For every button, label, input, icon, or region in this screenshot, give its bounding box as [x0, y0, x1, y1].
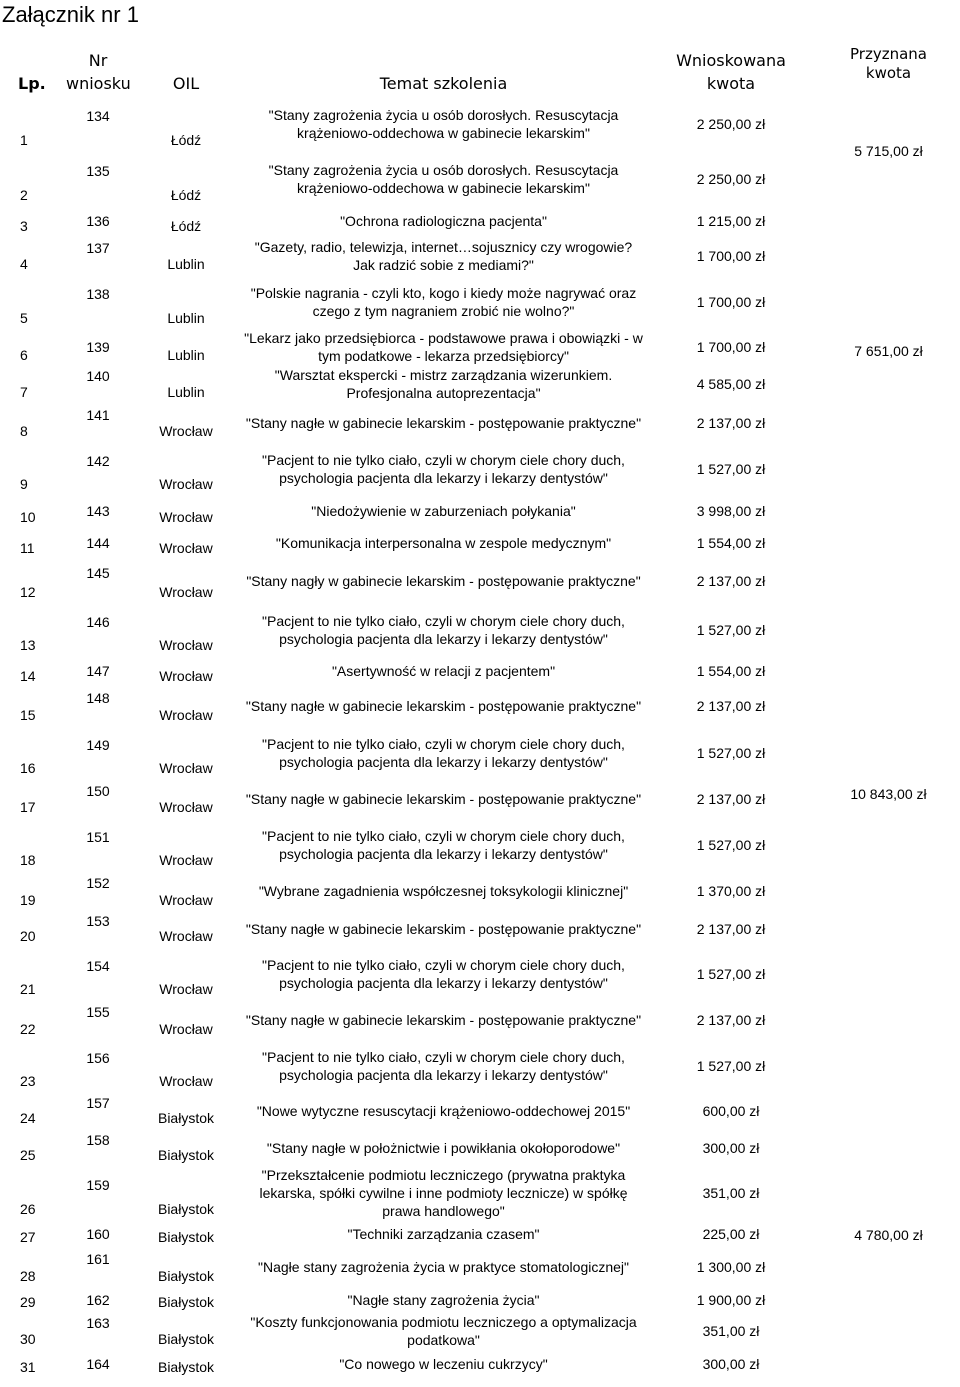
nr-cell: 158	[86, 1131, 110, 1148]
lp-cell: 12	[20, 584, 36, 600]
lp-cell: 17	[20, 799, 36, 815]
kwota-cell: 4 585,00 zł	[696, 376, 766, 392]
kwota-cell: 225,00 zł	[702, 1225, 760, 1242]
przyznana-cell: 7 651,00 zł	[854, 342, 923, 359]
lp-cell: 4	[20, 256, 28, 272]
oil-cell: Lublin	[167, 347, 205, 363]
temat-cell: "Stany nagłe w gabinecie lekarskim - postępowanie praktyczne"	[245, 414, 642, 431]
kwota-cell: 2 137,00 zł	[696, 572, 766, 589]
nr-cell: 147	[86, 663, 110, 679]
lp-cell: 28	[20, 1268, 36, 1284]
przyznana-cell: 10 843,00 zł	[850, 785, 927, 802]
temat-cell: "Nagłe stany zagrożenia życia w praktyce stomatologicznej"	[258, 1259, 629, 1275]
nr-cell: 151	[86, 828, 110, 845]
oil-cell: Łódź	[170, 218, 202, 234]
oil-cell: Łódź	[170, 132, 202, 148]
temat-cell: "Pacjent to nie tylko ciało, czyli w chorym ciele chory duch, psychologia pacjenta dla lekarzy i lekarzy dentystów"	[262, 451, 625, 486]
nr-cell: 140	[86, 368, 110, 384]
nr-cell: 137	[86, 239, 110, 256]
lp-cell: 6	[20, 347, 28, 363]
oil-cell: Lublin	[167, 256, 205, 272]
lp-cell: 9	[20, 476, 28, 492]
kwota-cell: 2 250,00 zł	[696, 170, 766, 187]
header-row	[8, 39, 960, 96]
kwota-cell: 351,00 zł	[702, 1185, 760, 1201]
kwota-cell: 1 527,00 zł	[696, 965, 766, 982]
kwota-cell: 1 527,00 zł	[696, 1058, 766, 1074]
przyznana-cell: 4 780,00 zł	[854, 1226, 923, 1243]
temat-cell: "Techniki zarządzania czasem"	[347, 1225, 540, 1242]
temat-cell: "Stany nagłe w położnictwie i powikłania okołoporodowe"	[266, 1139, 621, 1156]
kwota-cell: 1 527,00 zł	[696, 621, 766, 638]
header-nr	[66, 39, 130, 96]
temat-cell: "Pacjent to nie tylko ciało, czyli w chorym ciele chory duch, psychologia pacjenta dla lekarzy i lekarzy dentystów"	[262, 827, 625, 862]
lp-cell: 29	[20, 1294, 36, 1310]
lp-cell: 2	[20, 187, 28, 203]
temat-cell: "Stany nagłe w gabinecie lekarskim - postępowanie praktyczne"	[245, 790, 642, 807]
nr-cell: 155	[86, 1004, 110, 1020]
oil-cell: Wrocław	[159, 1073, 213, 1089]
nr-cell: 138	[86, 286, 110, 302]
header-nr-top: Nr	[88, 51, 108, 70]
kwota-cell: 1 900,00 zł	[696, 1291, 766, 1308]
header-nr-bottom: wniosku	[66, 74, 131, 93]
oil-cell: Wrocław	[159, 760, 213, 776]
oil-cell: Białystok	[157, 1359, 215, 1375]
table-row	[8, 495, 960, 527]
header-przyznana-bottom: kwota	[865, 64, 912, 82]
nr-cell: 145	[86, 564, 110, 581]
kwota-cell: 1 700,00 zł	[696, 247, 766, 264]
oil-cell: Wrocław	[159, 423, 213, 439]
nr-cell: 146	[86, 613, 110, 630]
kwota-cell: 1 700,00 zł	[696, 294, 766, 310]
kwota-cell: 1 554,00 zł	[696, 534, 766, 551]
header-przyznana	[817, 39, 960, 96]
kwota-cell: 2 137,00 zł	[696, 921, 766, 937]
temat-cell: "Polskie nagrania - czyli kto, kogo i kiedy może nagrywać oraz czego z tym nagraniem zrobić nie wolno?"	[250, 285, 637, 319]
nr-cell: 164	[86, 1355, 110, 1372]
header-lp: Lp.	[18, 74, 46, 93]
temat-cell: "Stany zagrożenia życia u osób dorosłych. Resuscytacja krążeniowo-oddechowa w gabinecie lekarskim"	[268, 106, 619, 141]
grant-table	[8, 39, 960, 1377]
lp-cell: 20	[20, 928, 36, 944]
lp-cell: 19	[20, 892, 36, 908]
nr-cell: 153	[86, 913, 110, 929]
lp-cell: 14	[20, 668, 36, 684]
oil-cell: Wrocław	[159, 981, 213, 997]
nr-cell: 142	[86, 452, 110, 469]
kwota-cell: 2 250,00 zł	[696, 115, 766, 132]
nr-cell: 134	[86, 107, 110, 124]
kwota-cell: 3 998,00 zł	[696, 503, 766, 519]
kwota-cell: 1 370,00 zł	[696, 883, 766, 899]
nr-cell: 157	[86, 1094, 110, 1111]
nr-cell: 159	[86, 1177, 110, 1193]
kwota-cell: 2 137,00 zł	[696, 1012, 766, 1028]
nr-cell: 161	[86, 1251, 110, 1267]
oil-cell: Białystok	[157, 1294, 215, 1310]
oil-cell: Wrocław	[159, 509, 213, 525]
temat-cell: "Pacjent to nie tylko ciało, czyli w chorym ciele chory duch, psychologia pacjenta dla lekarzy i lekarzy dentystów"	[262, 735, 625, 770]
lp-cell: 24	[20, 1110, 36, 1126]
temat-cell: "Przekształcenie podmiotu leczniczego (prywatna praktyka lekarska, spółki cywilne i inne podmioty lecznicze) w spółkę prawa handlowego"	[259, 1167, 628, 1219]
kwota-cell: 351,00 zł	[702, 1323, 760, 1339]
lp-cell: 27	[20, 1229, 36, 1245]
oil-cell: Wrocław	[159, 668, 213, 684]
lp-cell: 18	[20, 852, 36, 868]
lp-cell: 30	[20, 1331, 36, 1347]
lp-cell: 23	[20, 1073, 36, 1089]
lp-cell: 1	[20, 132, 28, 148]
przyznana-cell: 5 715,00 zł	[854, 143, 923, 159]
kwota-cell: 600,00 zł	[702, 1102, 760, 1119]
nr-cell: 139	[86, 339, 110, 355]
lp-cell: 26	[20, 1201, 36, 1217]
nr-cell: 156	[86, 1050, 110, 1066]
temat-cell: "Pacjent to nie tylko ciało, czyli w chorym ciele chory duch, psychologia pacjenta dla lekarzy i lekarzy dentystów"	[262, 612, 625, 647]
nr-cell: 141	[86, 406, 110, 423]
temat-cell: "Niedożywienie w zaburzeniach połykania"	[311, 503, 576, 519]
kwota-cell: 2 137,00 zł	[696, 790, 766, 807]
temat-cell: "Stany zagrożenia życia u osób dorosłych. Resuscytacja krążeniowo-oddechowa w gabinecie lekarskim"	[268, 161, 619, 196]
header-wnioskowana-bottom: kwota	[706, 74, 756, 93]
oil-cell: Białystok	[157, 1229, 215, 1245]
lp-cell: 15	[20, 707, 36, 723]
oil-cell: Łódź	[170, 187, 202, 203]
oil-cell: Białystok	[157, 1331, 215, 1347]
nr-cell: 163	[86, 1315, 110, 1331]
oil-cell: Wrocław	[159, 476, 213, 492]
temat-cell: "Nowe wytyczne resuscytacji krążeniowo-oddechowej 2015"	[256, 1102, 631, 1119]
temat-cell: "Lekarz jako przedsiębiorca - podstawowe prawa i obowiązki - w tym podatkowe - lekarza przedsiębiorcy"	[244, 330, 643, 364]
lp-cell: 22	[20, 1021, 36, 1037]
oil-cell: Białystok	[157, 1110, 215, 1126]
oil-cell: Wrocław	[159, 637, 213, 653]
temat-cell: "Nagłe stany zagrożenia życia"	[347, 1291, 540, 1308]
kwota-cell: 1 700,00 zł	[696, 339, 766, 355]
lp-cell: 25	[20, 1147, 36, 1163]
header-temat: Temat szkolenia	[379, 74, 508, 93]
lp-cell: 8	[20, 423, 28, 439]
table-row	[8, 1092, 960, 1129]
nr-cell: 144	[86, 534, 110, 551]
lp-cell: 3	[20, 218, 28, 234]
kwota-cell: 2 137,00 zł	[696, 414, 766, 431]
temat-cell: "Warsztat ekspercki - mistrz zarządzania wizerunkiem. Profesjonalna autoprezentacja"	[274, 367, 613, 401]
temat-cell: "Stany nagłe w gabinecie lekarskim - postępowanie praktyczne"	[245, 921, 642, 937]
temat-cell: "Koszty funkcjonowania podmiotu leczniczego a optymalizacja podatkowa"	[250, 1314, 637, 1348]
oil-cell: Wrocław	[159, 928, 213, 944]
oil-cell: Wrocław	[159, 799, 213, 815]
kwota-cell: 300,00 zł	[702, 1139, 760, 1156]
temat-cell: "Wybrane zagadnienia współczesnej toksykologii klinicznej"	[258, 883, 629, 899]
nr-cell: 154	[86, 957, 110, 974]
oil-cell: Białystok	[157, 1147, 215, 1163]
header-wnioskowana	[645, 39, 817, 96]
nr-cell: 143	[86, 503, 110, 519]
temat-cell: "Asertywność w relacji z pacjentem"	[331, 663, 556, 679]
page-title: Załącznik nr 1	[2, 2, 139, 27]
temat-cell: "Pacjent to nie tylko ciało, czyli w chorym ciele chory duch, psychologia pacjenta dla lekarzy i lekarzy dentystów"	[262, 1049, 625, 1083]
lp-cell: 5	[20, 310, 28, 326]
lp-cell: 13	[20, 637, 36, 653]
oil-cell: Wrocław	[159, 892, 213, 908]
lp-cell: 10	[20, 509, 36, 525]
temat-cell: "Ochrona radiologiczna pacjenta"	[340, 213, 547, 229]
kwota-cell: 1 527,00 zł	[696, 836, 766, 853]
temat-cell: "Pacjent to nie tylko ciało, czyli w chorym ciele chory duch, psychologia pacjenta dla lekarzy i lekarzy dentystów"	[262, 956, 625, 991]
oil-cell: Wrocław	[159, 584, 213, 600]
oil-cell: Białystok	[157, 1268, 215, 1284]
lp-cell: 11	[20, 540, 35, 556]
lp-cell: 21	[20, 981, 36, 997]
nr-cell: 148	[86, 690, 110, 706]
table-row	[8, 206, 960, 236]
header-wnioskowana-top: Wnioskowana	[676, 51, 786, 70]
lp-cell: 31	[20, 1359, 36, 1375]
nr-cell: 136	[86, 213, 110, 229]
table-row	[8, 96, 960, 151]
nr-cell: 152	[86, 875, 110, 891]
nr-cell: 160	[86, 1225, 110, 1242]
temat-cell: "Stany nagłe w gabinecie lekarskim - postępowanie praktyczne"	[245, 698, 642, 714]
temat-cell: "Stany nagłe w gabinecie lekarskim - postępowanie praktyczne"	[245, 1012, 642, 1028]
oil-cell: Wrocław	[159, 1021, 213, 1037]
temat-cell: "Gazety, radio, telewizja, internet…sojusznicy czy wrogowie? Jak radzić sobie z mediami?"	[254, 238, 633, 273]
lp-cell: 7	[20, 384, 28, 400]
header-przyznana-top: Przyznana	[850, 45, 927, 63]
temat-cell: "Stany nagły w gabinecie lekarskim - postępowanie praktyczne"	[246, 572, 641, 589]
header-oil: OIL	[172, 74, 200, 93]
nr-cell: 150	[86, 782, 110, 799]
kwota-cell: 1 215,00 zł	[696, 213, 766, 229]
lp-cell: 16	[20, 760, 36, 776]
oil-cell: Wrocław	[159, 540, 213, 556]
kwota-cell: 1 527,00 zł	[696, 460, 766, 477]
oil-cell: Białystok	[157, 1201, 215, 1217]
oil-cell: Lublin	[167, 384, 205, 400]
temat-cell: "Komunikacja interpersonalna w zespole medycznym"	[275, 534, 612, 551]
kwota-cell: 1 300,00 zł	[696, 1259, 766, 1275]
temat-cell: "Co nowego w leczeniu cukrzycy"	[339, 1355, 548, 1372]
nr-cell: 135	[86, 162, 110, 179]
kwota-cell: 2 137,00 zł	[696, 698, 766, 714]
oil-cell: Wrocław	[159, 852, 213, 868]
oil-cell: Wrocław	[159, 707, 213, 723]
kwota-cell: 1 527,00 zł	[696, 744, 766, 761]
oil-cell: Lublin	[167, 310, 205, 326]
kwota-cell: 300,00 zł	[702, 1355, 760, 1372]
kwota-cell: 1 554,00 zł	[696, 663, 766, 679]
nr-cell: 149	[86, 736, 110, 753]
nr-cell: 162	[86, 1291, 110, 1308]
